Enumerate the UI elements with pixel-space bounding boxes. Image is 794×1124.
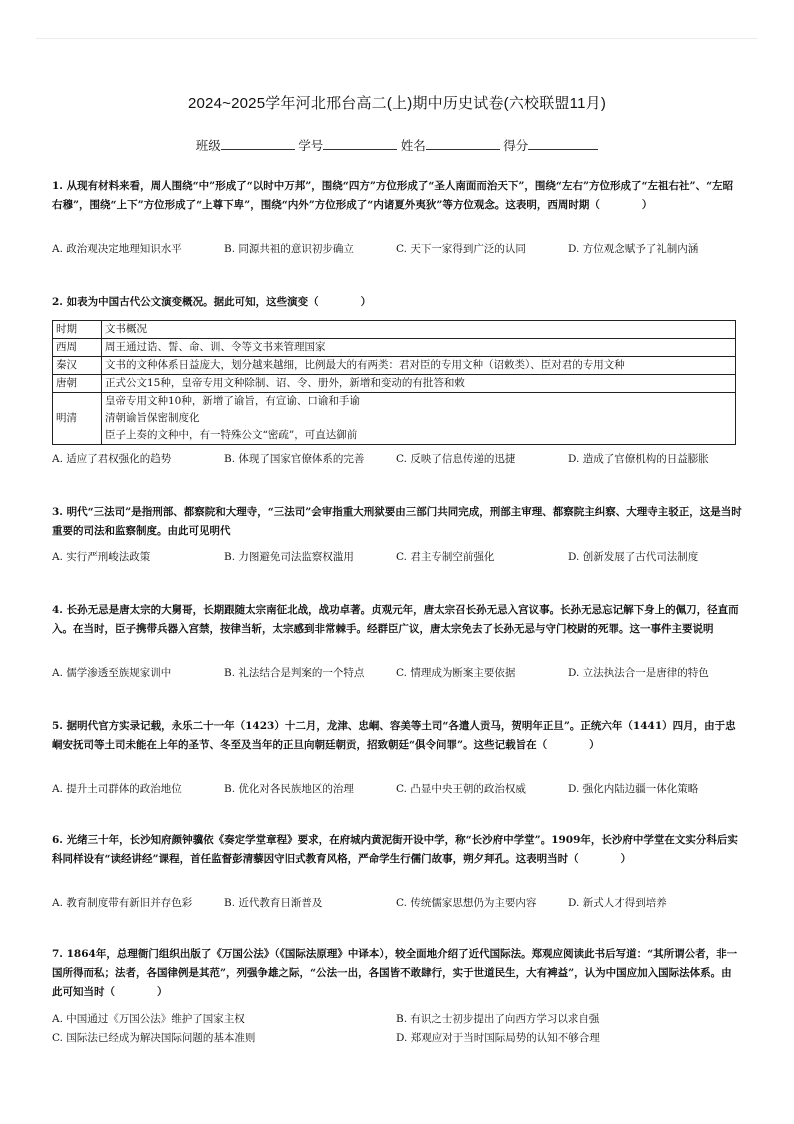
table-row	[53, 375, 736, 393]
document-history-table	[52, 320, 736, 445]
class-label: 班级	[195, 139, 221, 153]
question-3-option-a[interactable]: A. 实行严刑峻法政策	[52, 551, 151, 563]
question-7-option-d[interactable]: D. 郑观应对于当时国际局势的认知不够合理	[396, 1032, 600, 1044]
question-1-option-c[interactable]: C. 天下一家得到广泛的认同	[396, 243, 526, 255]
table-row	[53, 339, 736, 357]
table-header-cell: 时期	[53, 321, 102, 339]
table-cell-period: 唐朝	[53, 375, 102, 393]
page-title: 2024~2025学年河北邢台高二(上)期中历史试卷(六校联盟11月)	[187, 95, 607, 112]
name-label: 姓名	[400, 139, 426, 153]
question-5-option-b[interactable]: B. 优化对各民族地区的治理	[224, 783, 354, 795]
question-2-option-a[interactable]: A. 适应了君权强化的趋势	[52, 453, 172, 465]
table-header-row	[53, 321, 736, 339]
table-cell-period: 明清	[53, 393, 102, 445]
question-5-option-c[interactable]: C. 凸显中央王朝的政治权威	[396, 783, 526, 795]
table-row	[53, 357, 736, 375]
question-6-option-a[interactable]: A. 教育制度带有新旧并存色彩	[52, 897, 193, 909]
question-6-option-c[interactable]: C. 传统儒家思想仍为主要内容	[396, 897, 537, 909]
table-cell-summary: 正式公文15种，皇帝专用文种除制、诏、令、册外，新增和变动的有批答和敕	[102, 375, 736, 393]
question-3-option-b[interactable]: B. 力图避免司法监察权滥用	[224, 551, 354, 563]
score-field[interactable]	[528, 137, 598, 150]
question-3-stem: 3. 明代“三法司”是指刑部、都察院和大理寺，“三法司”会审指重大刑狱要由三部门共同完成，刑部主审理、都察院主纠察、大理寺主驳正，这是当时重要的司法和监察制度。由此可见明代	[52, 506, 742, 537]
question-4-stem: 4. 长孙无忌是唐太宗的大舅哥，长期跟随太宗南征北战，战功卓著。贞观元年，唐太宗召长孙无忌入宫议事。长孙无忌忘记解下身上的佩刀，径直而入。在当时，臣子携带兵器入宫禁，按律当斩，太宗感到非常棘手。经群臣广议，唐太宗免去了长孙无忌与守门校尉的死罪。这一事件主要说明	[52, 604, 739, 635]
table-cell-summary	[102, 393, 736, 445]
question-2-stem: 2. 如表为中国古代公文演变概况。据此可知，这些演变（ ）	[52, 296, 372, 308]
question-4-option-d[interactable]: D. 立法执法合一是唐律的特色	[568, 667, 709, 679]
question-7-option-c[interactable]: C. 国际法已经成为解决国际问题的基本准则	[52, 1032, 256, 1044]
question-6-option-d[interactable]: D. 新式人才得到培养	[568, 897, 667, 909]
student-no-field[interactable]	[323, 137, 397, 150]
student-no-label: 学号	[298, 139, 324, 153]
table-cell-line: 清朝谕旨保密制度化	[105, 412, 200, 424]
top-divider	[36, 38, 758, 39]
question-1-option-a[interactable]: A. 政治观决定地理知识水平	[52, 243, 182, 255]
question-5-stem: 5. 据明代官方实录记载，永乐二十一年（1423）十二月，龙津、忠峒、容美等土司“各遣人贡马，贺明年正旦”。正统六年（1441）四月，由于忠峒安抚司等土司未能在上年的圣节、冬至及当年的正旦向朝廷朝贡，招致朝廷“俱令问罪”。这些记载旨在（ ）	[52, 720, 736, 751]
question-4-option-c[interactable]: C. 情理成为断案主要依据	[396, 667, 516, 679]
question-2-option-c[interactable]: C. 反映了信息传递的迅捷	[396, 453, 516, 465]
question-6-stem: 6. 光绪三十年，长沙知府颜钟骥依《奏定学堂章程》要求，在府城内黄泥街开设中学，称“长沙府中学堂”。1909年，长沙府中学堂在文实分科后实科同样设有“读经讲经”课程，首任监督彭清藜因守旧式教育风格，严命学生行儒门故事，朔夕拜孔。这表明当时（ ）	[52, 834, 738, 865]
question-7-stem: 7. 1864年，总理衙门组织出版了《万国公法》（《国际法原理》中译本），较全面地介绍了近代国际法。郑观应阅读此书后写道：“其所谓公者，非一国所得而私；法者，各国律例是其范”，列强争雄之际，“公法一出，各国皆不敢肆行，实于世道民生，大有裨益”，认为中国应加入国际法体系。由此可知当时（ ）	[52, 948, 738, 998]
table-cell-period: 西周	[53, 339, 102, 357]
table-cell-summary: 周王通过诰、誓、命、训、令等文书来管理国家	[102, 339, 736, 357]
question-7-option-a[interactable]: A. 中国通过《万国公法》维护了国家主权	[52, 1013, 245, 1025]
question-4-option-b[interactable]: B. 礼法结合是判案的一个特点	[224, 667, 365, 679]
question-2-option-d[interactable]: D. 造成了官僚机构的日益膨胀	[568, 453, 709, 465]
table-header-cell: 文书概况	[102, 321, 736, 339]
question-7-option-b[interactable]: B. 有识之士初步提出了向西方学习以求自强	[396, 1013, 600, 1025]
question-5-option-d[interactable]: D. 强化内陆边疆一体化策略	[568, 783, 699, 795]
table-cell-line: 皇帝专用文种10种，新增了谕旨，有宣谕、口谕和手谕	[105, 395, 360, 407]
score-label: 得分	[503, 139, 529, 153]
question-6-option-b[interactable]: B. 近代教育日渐普及	[224, 897, 323, 909]
student-info-line	[0, 136, 794, 154]
question-3-option-c[interactable]: C. 君主专制空前强化	[396, 551, 495, 563]
table-cell-summary: 文书的文种体系日益庞大，划分越来越细，比例最大的有两类：君对臣的专用文种（诏敕类）、臣对君的专用文种	[102, 357, 736, 375]
question-1-option-b[interactable]: B. 同源共祖的意识初步确立	[224, 243, 354, 255]
question-5-option-a[interactable]: A. 提升土司群体的政治地位	[52, 783, 182, 795]
table-row	[53, 393, 736, 445]
question-4-option-a[interactable]: A. 儒学渗透至族规家训中	[52, 667, 172, 679]
question-1-stem: 1. 从现有材料来看，周人围绕“中”形成了“以时中万邦”，围绕“四方”方位形成了“圣人南面而治天下”，围绕“左右”方位形成了“左祖右社”、“左昭右穆”，围绕“上下”方位形成了“上尊下卑”，围绕“内外”方位形成了“内诸夏外夷狄”等方位观念。这表明，西周时期（ ）	[52, 180, 734, 211]
table-cell-period: 秦汉	[53, 357, 102, 375]
question-2-option-b[interactable]: B. 体现了国家官僚体系的完善	[224, 453, 365, 465]
table-cell-line: 臣子上奏的文种中，有一特殊公文“密疏”，可直达御前	[105, 429, 358, 441]
class-field[interactable]	[221, 137, 295, 150]
question-3-option-d[interactable]: D. 创新发展了古代司法制度	[568, 551, 699, 563]
question-1-option-d[interactable]: D. 方位观念赋予了礼制内涵	[568, 243, 699, 255]
name-field[interactable]	[426, 137, 500, 150]
